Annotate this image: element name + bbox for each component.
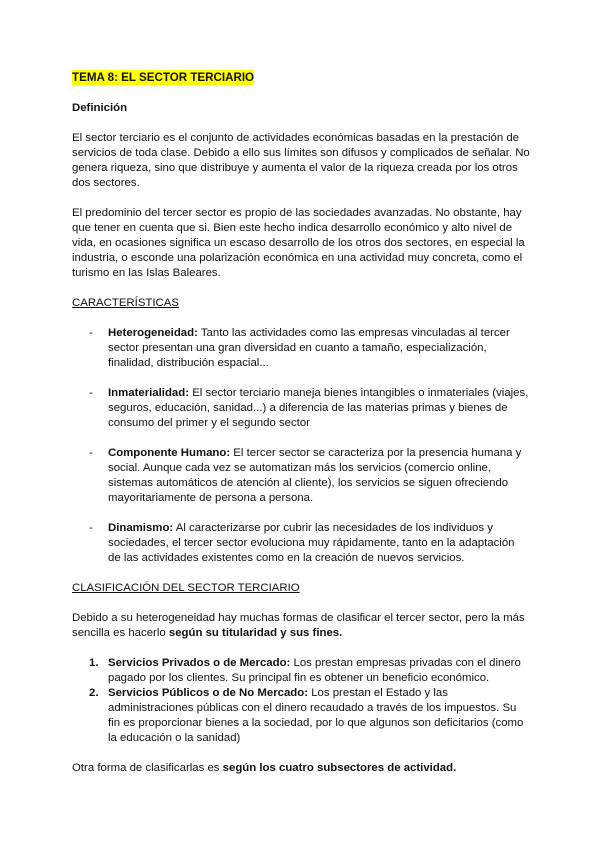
bullet-dash: -	[89, 387, 93, 399]
bullet-dash: -	[89, 327, 93, 339]
document-title: TEMA 8: EL SECTOR TERCIARIO	[72, 71, 255, 84]
term: Componente Humano:	[108, 447, 231, 459]
document-page	[72, 70, 530, 776]
closing-paragraph	[72, 761, 530, 776]
list-item	[72, 446, 530, 506]
closing-intro: Otra forma de clasificarlas es	[72, 762, 223, 774]
characteristics-list	[72, 326, 530, 566]
term: Servicios Privados o de Mercado:	[108, 657, 291, 669]
bullet-dash: -	[89, 447, 93, 459]
definition-paragraph-2: El predominio del tercer sector es propio de las sociedades avanzadas. No obstante, hay que tener en cuenta que si. Bien este hecho indica desarrollo económico y alto nivel de vida, en ocasiones significa un escaso desarrollo de los otros dos sectores, en especial la industria, o esconde una polarización económica en una actividad muy concreta, como el turismo en las Islas Baleares.	[72, 207, 525, 279]
classification-intro: Debido a su heterogeneidad hay muchas formas de clasificar el tercer sector, pero la más sencilla es hacerlo	[72, 612, 525, 639]
description: Los prestan el Estado y las administraciones públicas con el dinero recaudado a través de los impuestos. Su fin es proporcionar bienes a la sociedad, por lo que algunos son deficitarios (como la educación o la sanidad)	[108, 687, 524, 744]
classification-list	[72, 656, 530, 746]
classification-paragraph	[72, 611, 530, 641]
list-number: 1.	[89, 657, 99, 669]
list-item	[72, 386, 530, 431]
bullet-dash: -	[89, 522, 93, 534]
characteristics-heading: CARACTERÍSTICAS	[72, 297, 179, 309]
list-item	[72, 521, 530, 566]
definition-heading: Definición	[72, 102, 128, 114]
description: El sector terciario maneja bienes intangibles o inmateriales (viajes, seguros, educación, sanidad...) a diferencia de las materias primas y bienes de consumo del primer y el segundo sector	[108, 387, 529, 429]
description: Al caracterizarse por cubrir las necesidades de los individuos y sociedades, el tercer sector evoluciona muy rápidamente, tanto en la adaptación de las actividades existentes como en la creación de nuevos servicios.	[108, 522, 515, 564]
term: Heterogeneidad:	[108, 327, 198, 339]
list-item	[72, 686, 530, 746]
description: Los prestan empresas privadas con el dinero pagado por los clientes. Su principal fin es obtener un beneficio económico.	[108, 657, 521, 684]
list-item	[72, 656, 530, 686]
term: Inmaterialidad:	[108, 387, 190, 399]
classification-emphasis: según su titularidad y sus fines.	[168, 627, 343, 639]
description: El tercer sector se caracteriza por la presencia humana y social. Aunque cada vez se automatizan más los servicios (comercio online, sistemas automáticos de atención al cliente), los servicios se siguen ofreciendo mayoritariamente de persona a persona.	[108, 447, 522, 504]
term: Servicios Públicos o de No Mercado:	[108, 687, 309, 699]
closing-emphasis: según los cuatro subsectores de actividad.	[222, 762, 457, 774]
list-number: 2.	[89, 687, 99, 699]
term: Dinamismo:	[108, 522, 174, 534]
list-item	[72, 326, 530, 371]
classification-heading: CLASIFICACIÓN DEL SECTOR TERCIARIO	[72, 582, 300, 594]
description: Tanto las actividades como las empresas vinculadas al tercer sector presentan una gran diversidad en cuanto a tamaño, especialización, finalidad, distribución espacial...	[108, 327, 510, 369]
definition-paragraph-1: El sector terciario es el conjunto de actividades económicas basadas en la prestación de servicios de toda clase. Debido a ello sus límites son difusos y complicados de señalar. No genera riqueza, sino que distribuye y aumenta el valor de la riqueza creada por los otros dos sectores.	[72, 132, 530, 189]
